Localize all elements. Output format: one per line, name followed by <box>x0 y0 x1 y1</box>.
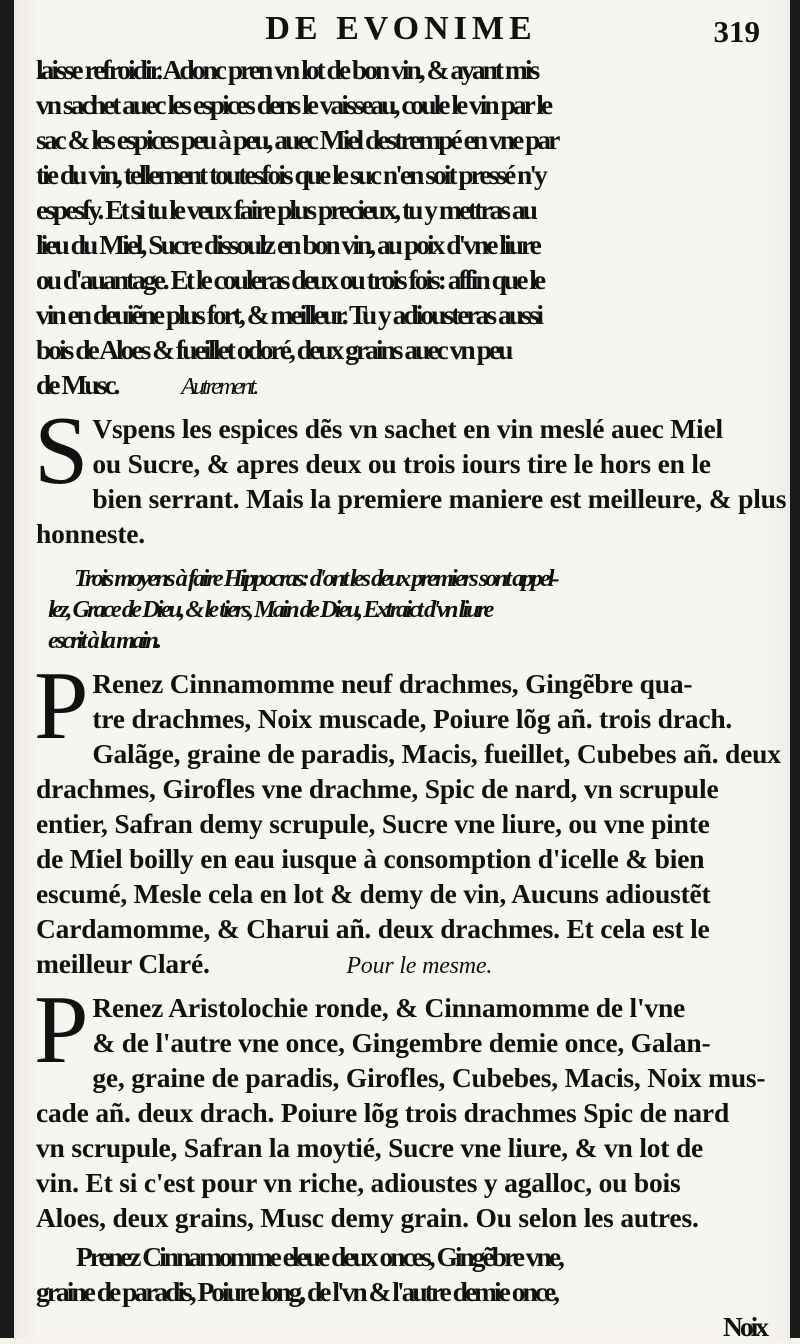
page-edge-right <box>790 0 800 1338</box>
paragraph-2 <box>34 397 787 551</box>
drop-cap: P <box>34 652 89 760</box>
paragraph-3 <box>34 652 781 984</box>
text-line <box>36 367 766 405</box>
catchword: Noix <box>723 1311 766 1342</box>
drop-cap: P <box>34 976 89 1084</box>
text-fragment: de Musc. <box>36 369 118 400</box>
text-fragment: meilleur Claré. <box>36 948 210 979</box>
text-line: vin. Et si c'est pour vn riche, adioustes y agalloc, ou bois <box>36 1167 681 1198</box>
text-line: cade añ. deux drach. Poiure lõg trois drachmes Spic de nard <box>36 1097 730 1128</box>
text-line: lieu du Miel, Sucre dissoulz en bon vin, au poix d'vne liure <box>36 229 539 260</box>
text-line: sac & les espices peu à peu, auec Miel destrempé en vne par <box>36 124 558 155</box>
running-head: DE EVONIME <box>265 10 537 47</box>
title-line: Trois moyens à faire Hippocras: d'ont les deux premiers sont appel- <box>74 565 557 592</box>
text-line: Galãge, graine de paradis, Macis, fueillet, Cubebes añ. deux <box>92 738 781 769</box>
paragraph-1 <box>36 52 766 405</box>
paragraph-5 <box>36 1239 766 1344</box>
section-heading-pour-le-mesme: Pour le mesme. <box>346 953 493 979</box>
text-line: graine de paradis, Poiure long, de l'vn & l'autre demie once, <box>36 1276 558 1307</box>
section-title <box>48 563 766 656</box>
text-line: Renez Cinnamomme neuf drachmes, Gingẽbre qua- <box>92 668 693 699</box>
drop-cap: S <box>34 397 89 505</box>
text-line: ou d'auantage. Et le couleras deux ou trois fois: affin que le <box>36 264 544 295</box>
text-line: tre drachmes, Noix muscade, Poiure lõg añ. trois drach. <box>92 703 733 734</box>
text-line: laisse refroidir. Adonc pren vn lot de bon vin, & ayant mis <box>36 54 538 85</box>
text-line: ou Sucre, & apres deux ou trois iours tire le hors en le <box>92 448 711 479</box>
text-line: Prenez Cinnamomme eleue deux onces, Gingẽbre vne, <box>76 1241 562 1272</box>
text-line: ge, graine de paradis, Girofles, Cubebes, Macis, Noix mus- <box>92 1062 766 1093</box>
text-line: Vspens les espices dẽs vn sachet en vin meslé auec Miel <box>92 413 723 444</box>
text-line: Cardamomme, & Charui añ. deux drachmes. Et cela est le <box>36 913 710 944</box>
title-line: escrit à la main. <box>48 627 159 654</box>
page-header <box>36 0 766 52</box>
text-line: drachmes, Girofles vne drachme, Spic de nard, vn scrupule <box>36 773 719 804</box>
text-line: tie du vin, tellement toutesfois que le suc n'en soit pressé n'y <box>36 159 545 190</box>
page-edge-left <box>0 0 14 1338</box>
text-line: & de l'autre vne once, Gingembre demie once, Galan- <box>92 1027 711 1058</box>
text-line: vn sachet auec les espices dens le vaisseau, coule le vin par le <box>36 89 551 120</box>
section-heading-autrement: Autrement. <box>181 374 257 400</box>
text-line: honneste. <box>36 518 145 549</box>
text-line: vn scrupule, Safran la moytié, Sucre vne liure, & vn lot de <box>36 1132 704 1163</box>
text-line: entier, Safran demy scrupule, Sucre vne liure, ou vne pinte <box>36 808 710 839</box>
text-line: bois de Aloes & fueillet odoré, deux grains auec vn peu <box>36 334 511 365</box>
title-line: lez, Grace de Dieu, & le tiers, Main de Dieu, Extraict d'vn liure <box>48 596 492 623</box>
page-number: 319 <box>713 14 760 49</box>
text-line: vin en deuiẽne plus fort, & meilleur. Tu y adiousteras aussi <box>36 299 542 330</box>
text-line: Aloes, deux grains, Musc demy grain. Ou selon les autres. <box>36 1202 699 1233</box>
text-line: de Miel boilly en eau iusque à consomption d'icelle & bien <box>36 843 705 874</box>
text-line: escumé, Mesle cela en lot & demy de vin, Aucuns adioustẽt <box>36 878 711 909</box>
text-line <box>36 946 766 984</box>
text-line: espesfy. Et si tu le veux faire plus precieux, tu y mettras au <box>36 194 535 225</box>
paragraph-4 <box>34 976 766 1235</box>
text-line: Renez Aristolochie ronde, & Cinnamomme de l'vne <box>92 992 686 1023</box>
text-line: bien serrant. Mais la premiere maniere est meilleure, & plus <box>92 483 787 514</box>
